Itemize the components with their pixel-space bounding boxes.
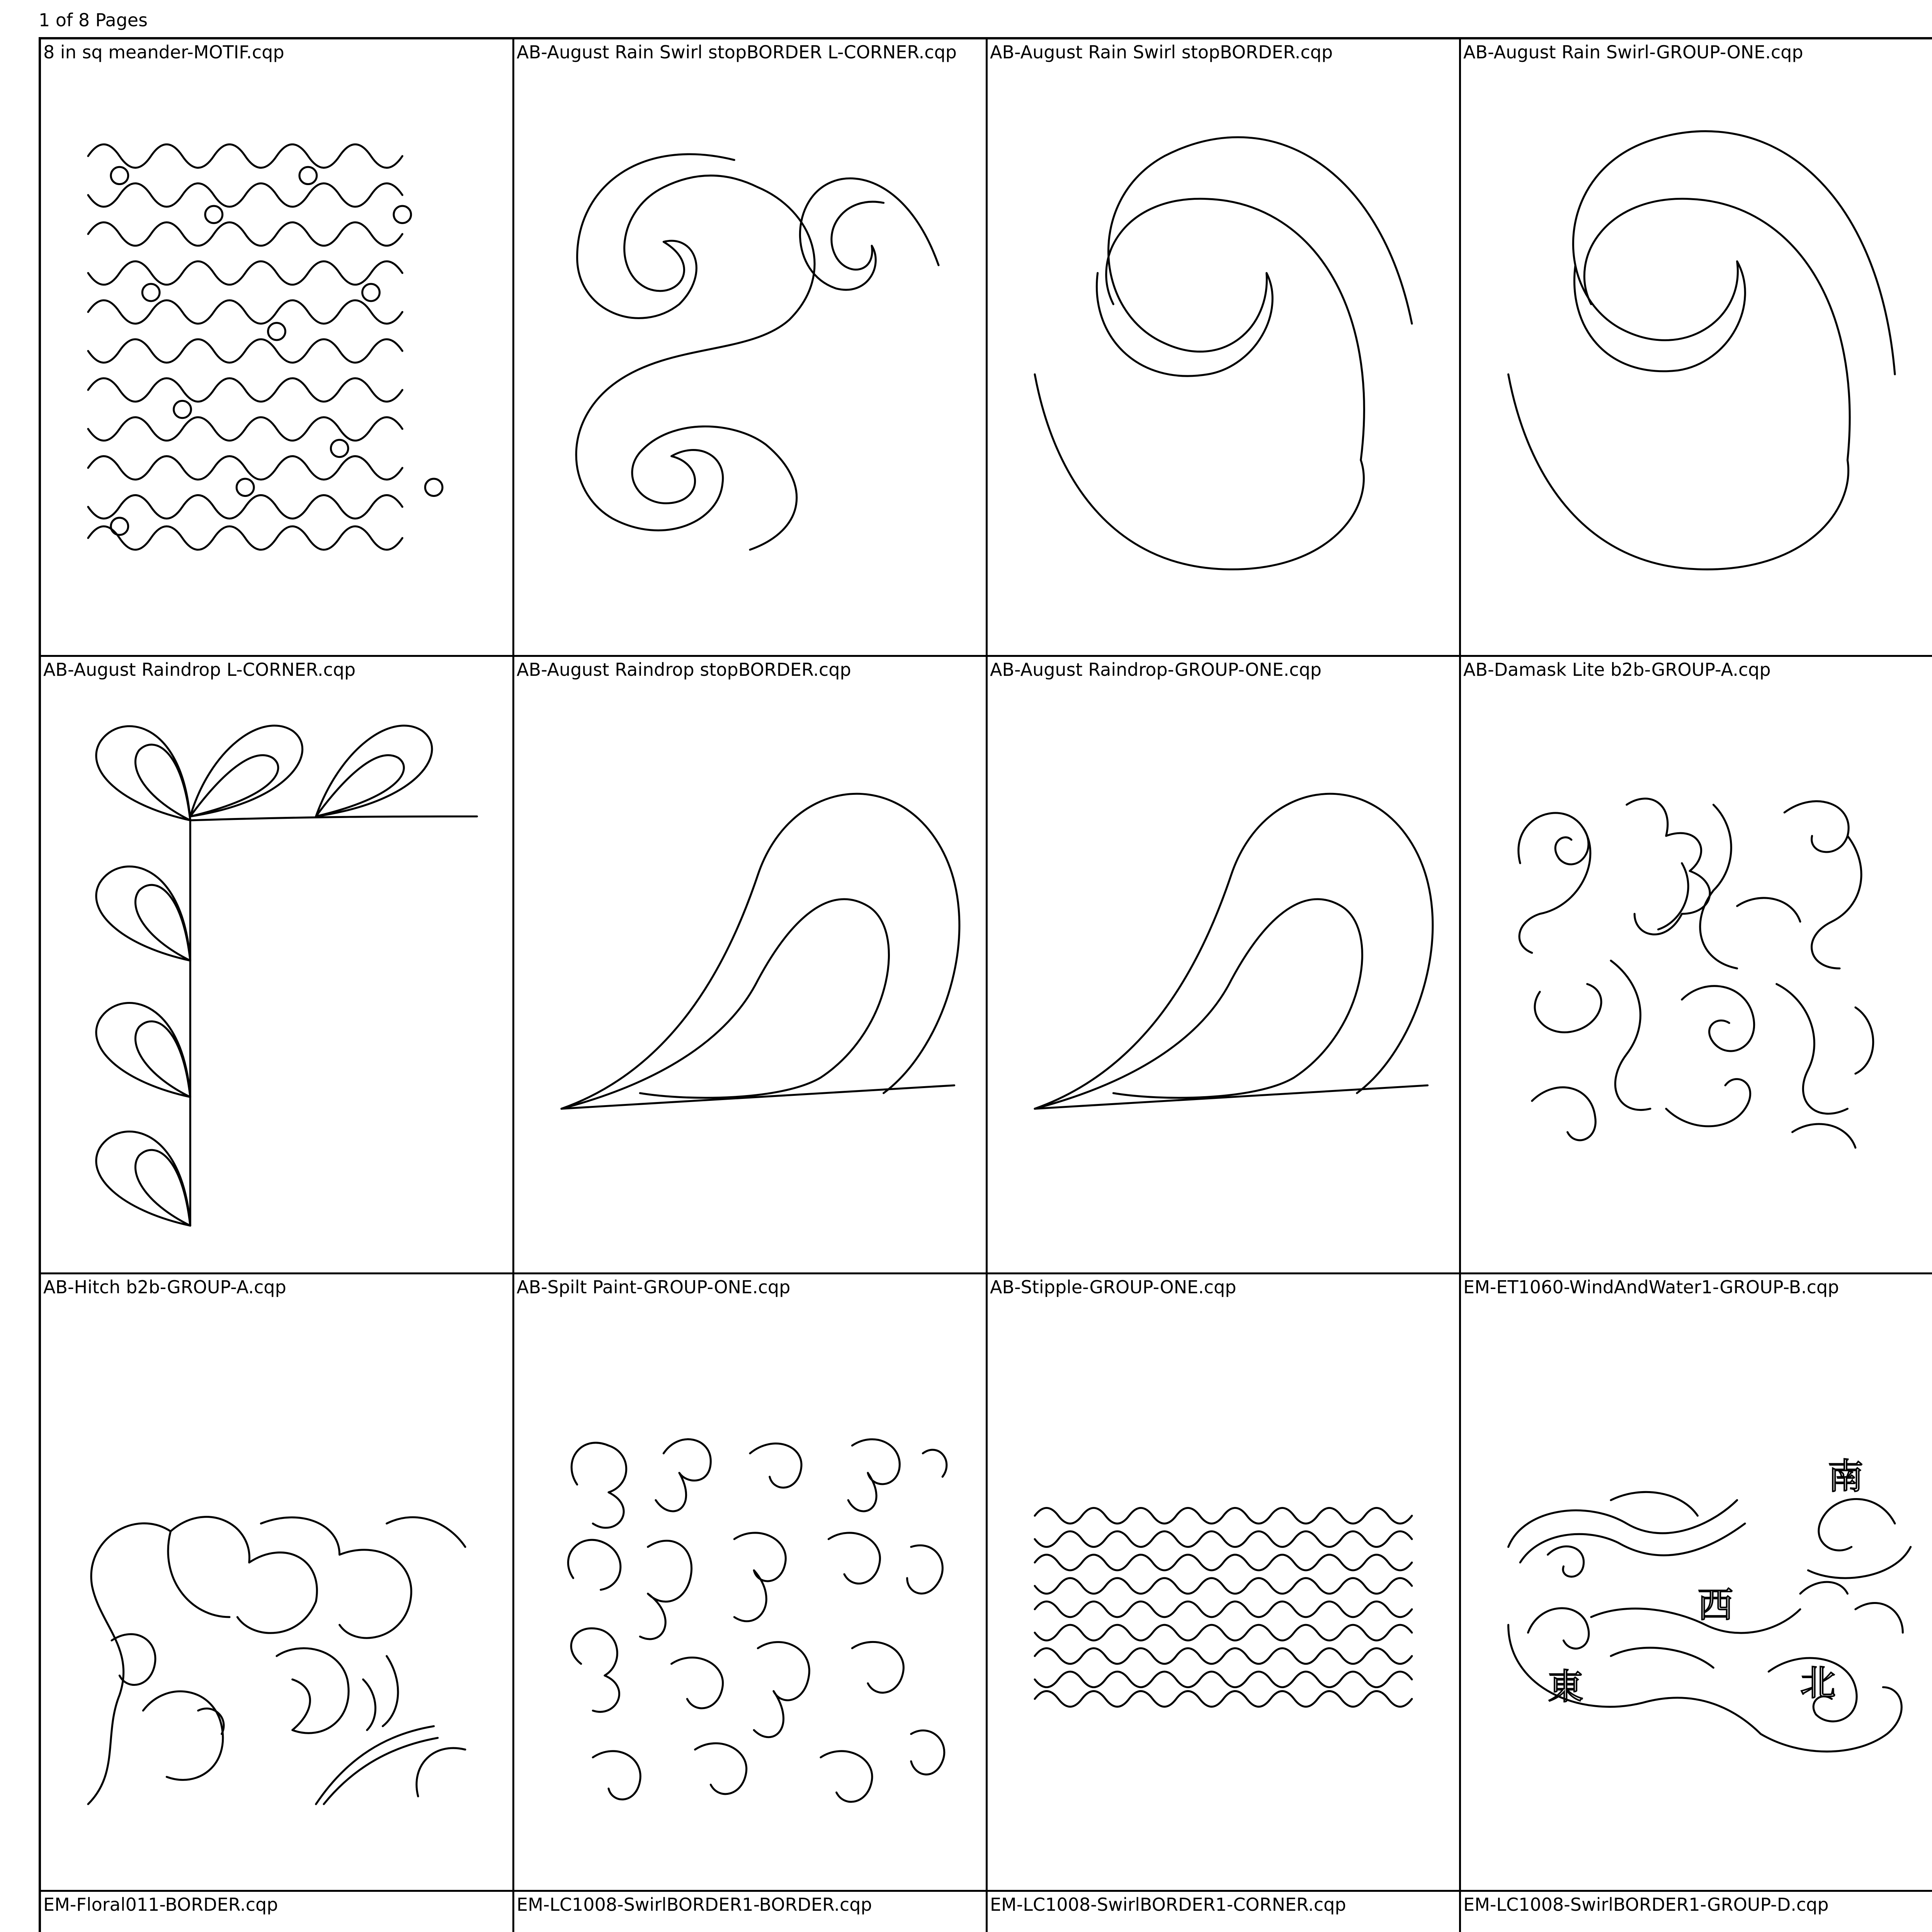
stipple-pattern-icon xyxy=(988,1305,1459,1890)
svg-text:西: 西 xyxy=(1697,1584,1733,1626)
meander-pattern-icon xyxy=(41,70,512,655)
raindrop-pattern-icon xyxy=(514,688,986,1272)
swirl-pattern-icon xyxy=(988,70,1459,655)
pattern-cell[interactable] xyxy=(988,39,1461,657)
raindrop-corner-pattern-icon xyxy=(41,688,512,1272)
swirl-corner-pattern-icon xyxy=(514,70,986,655)
pattern-cell[interactable] xyxy=(1461,657,1932,1274)
damask-pattern-icon xyxy=(1461,688,1932,1272)
swirl-border-pattern-icon xyxy=(1461,1923,1932,1932)
pattern-cell[interactable] xyxy=(41,39,514,657)
svg-text:南: 南 xyxy=(1828,1456,1864,1497)
pattern-filename: AB-August Rain Swirl stopBORDER.cqp xyxy=(990,42,1333,63)
pattern-filename: AB-August Rain Swirl-GROUP-ONE.cqp xyxy=(1463,42,1803,63)
pattern-cell[interactable] xyxy=(514,657,988,1274)
pattern-cell[interactable] xyxy=(514,39,988,657)
swirl-pattern-icon xyxy=(1461,70,1932,655)
pattern-cell[interactable] xyxy=(41,1892,514,1932)
pattern-filename: EM-ET1060-WindAndWater1-GROUP-B.cqp xyxy=(1463,1277,1839,1298)
pattern-filename: AB-Hitch b2b-GROUP-A.cqp xyxy=(43,1277,286,1298)
pattern-cell[interactable] xyxy=(41,657,514,1274)
hitch-pattern-icon xyxy=(41,1305,512,1890)
pattern-filename: EM-LC1008-SwirlBORDER1-GROUP-D.cqp xyxy=(1463,1894,1829,1915)
pattern-cell[interactable] xyxy=(1461,1892,1932,1932)
pattern-cell[interactable] xyxy=(988,1274,1461,1892)
pattern-filename: AB-August Rain Swirl stopBORDER L-CORNER.cqp xyxy=(517,42,957,63)
svg-text:北: 北 xyxy=(1800,1662,1836,1704)
pattern-filename: AB-Damask Lite b2b-GROUP-A.cqp xyxy=(1463,659,1771,680)
pattern-filename: AB-August Raindrop-GROUP-ONE.cqp xyxy=(990,659,1322,680)
pattern-cell[interactable] xyxy=(1461,39,1932,657)
swirl-border-pattern-icon xyxy=(514,1923,986,1932)
pattern-cell[interactable] xyxy=(988,1892,1461,1932)
pattern-filename: EM-LC1008-SwirlBORDER1-CORNER.cqp xyxy=(990,1894,1346,1915)
pattern-filename: AB-Stipple-GROUP-ONE.cqp xyxy=(990,1277,1236,1298)
pattern-filename: EM-Floral011-BORDER.cqp xyxy=(43,1894,278,1915)
floral-border-pattern-icon xyxy=(41,1923,512,1932)
pattern-catalog-grid xyxy=(39,37,1932,1932)
svg-text:東: 東 xyxy=(1548,1666,1583,1708)
pattern-filename: AB-August Raindrop stopBORDER.cqp xyxy=(517,659,851,680)
pattern-cell[interactable] xyxy=(1461,1274,1932,1892)
pattern-cell[interactable] xyxy=(514,1274,988,1892)
raindrop-pattern-icon xyxy=(988,688,1459,1272)
spilt-paint-pattern-icon xyxy=(514,1305,986,1890)
wind-water-pattern-icon xyxy=(1461,1305,1932,1890)
pattern-filename: AB-Spilt Paint-GROUP-ONE.cqp xyxy=(517,1277,791,1298)
page-count-label: 1 of 8 Pages xyxy=(39,10,148,31)
pattern-cell[interactable] xyxy=(41,1274,514,1892)
swirl-corner-pattern-icon xyxy=(988,1923,1459,1932)
pattern-filename: EM-LC1008-SwirlBORDER1-BORDER.cqp xyxy=(517,1894,872,1915)
pattern-filename: 8 in sq meander-MOTIF.cqp xyxy=(43,42,284,63)
pattern-cell[interactable] xyxy=(988,657,1461,1274)
pattern-cell[interactable] xyxy=(514,1892,988,1932)
pattern-filename: AB-August Raindrop L-CORNER.cqp xyxy=(43,659,356,680)
